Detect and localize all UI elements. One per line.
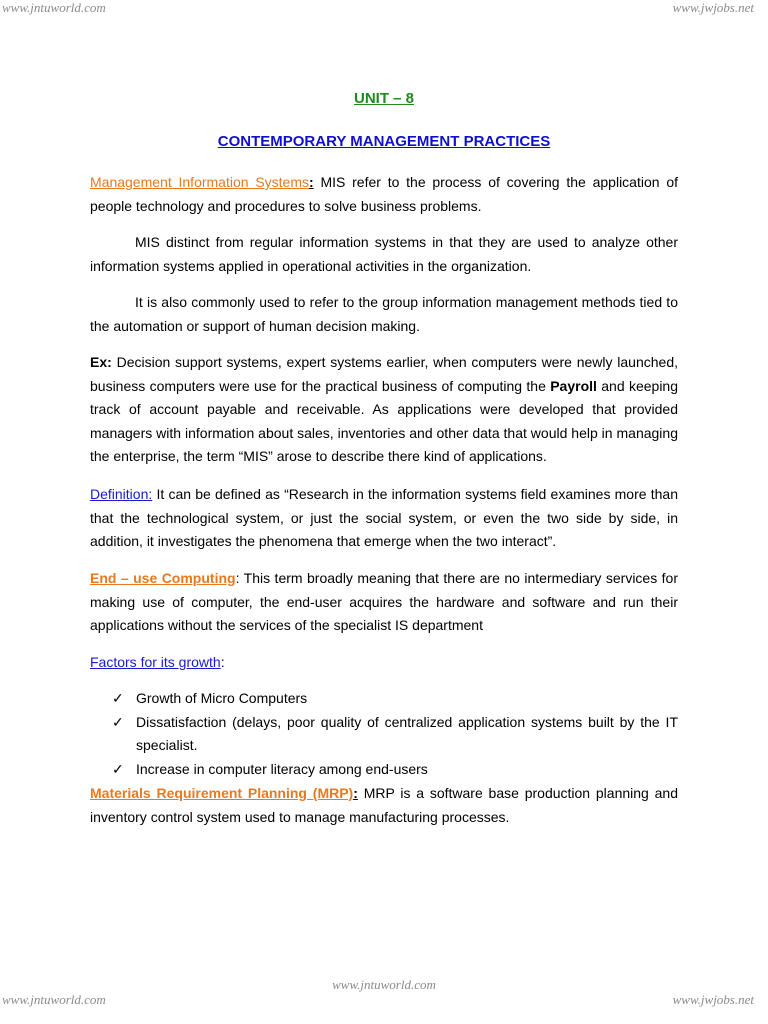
mrp-colon: : [353, 785, 358, 801]
definition-paragraph [90, 483, 678, 554]
header-watermark-left: www.jntuworld.com [2, 0, 106, 15]
mis-text: MIS refer to the process of covering the application of people technology and procedures to solve business problems. [90, 174, 678, 214]
example-paragraph [90, 351, 678, 469]
unit-title: UNIT – 8 [353, 90, 414, 107]
end-use-paragraph [90, 567, 678, 638]
list-item [112, 711, 678, 758]
factor-text: Growth of Micro Computers [136, 690, 308, 706]
mis-paragraph-3: It is also commonly used to refer to the group information management methods tied to the automation or support of human decision making. [90, 294, 678, 334]
factor-text: Increase in computer literacy among end-users [136, 760, 428, 777]
checkmark-icon: ✓ [112, 713, 124, 730]
example-text-a: Decision support systems, expert systems earlier, when computers were newly launched, business computers were use for the practical business of computing the [90, 354, 678, 394]
factor-text: Dissatisfaction (delays, poor quality of centralized application systems built by the IT specialist. [136, 713, 678, 753]
footer-watermark-left: www.jntuworld.com [2, 992, 106, 1007]
definition-text: It can be defined as “Research in the information systems field examines more than that the technological system, or just the social system, or even the two side by side, in addition, it investigates the phenomena that emerge when the two interact”. [90, 486, 678, 549]
page-heading: CONTEMPORARY MANAGEMENT PRACTICES [217, 133, 551, 150]
example-bold: Payroll [550, 377, 597, 394]
factors-term: Factors for its growth [90, 654, 221, 670]
mrp-text: MRP is a software base production planning and inventory control system used to manage manufacturing processes. [90, 785, 678, 825]
end-use-term: End – use Computing [90, 570, 236, 586]
example-text-b: and keeping track of account payable and receivable. As applications were developed that provided managers with information about sales, inventories and other data that would help in managing the enterprise, the term “MIS” arose to describe there kind of applications. [90, 377, 679, 464]
end-use-text: : This term broadly meaning that there are no intermediary services for making use of computer, the end-user acquires the hardware and software and run their applications without the services of the specialist IS department [90, 570, 678, 633]
footer-watermark-center: www.jntuworld.com [332, 977, 436, 992]
header-watermark-right: www.jwjobs.net [672, 0, 754, 15]
footer-watermark-right: www.jwjobs.net [672, 992, 754, 1007]
factors-list [112, 687, 678, 781]
factors-heading [90, 651, 678, 675]
mis-term: Management Information Systems [90, 174, 309, 190]
example-label: Ex: [90, 354, 112, 370]
factors-colon: : [220, 654, 225, 670]
mis-paragraph-2: MIS distinct from regular information systems in that they are used to analyze other information systems applied in operational activities in the organization. [90, 234, 678, 274]
checkmark-icon: ✓ [112, 690, 124, 706]
list-item [112, 687, 678, 711]
mis-colon: : [309, 174, 314, 190]
definition-term: Definition: [90, 486, 153, 502]
mrp-paragraph [90, 782, 678, 829]
mrp-term: Materials Requirement Planning (MRP) [90, 785, 354, 801]
mis-paragraph [90, 171, 678, 218]
list-item [112, 758, 678, 782]
checkmark-icon: ✓ [112, 760, 124, 777]
